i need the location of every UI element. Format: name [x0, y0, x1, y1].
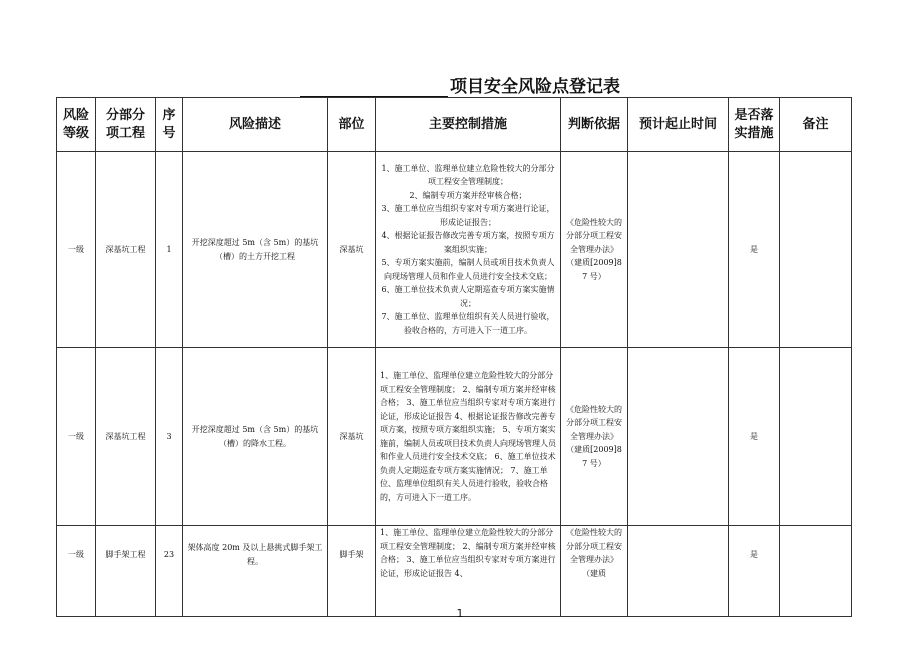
header-seq: 序 号 — [156, 98, 183, 152]
header-risk-level: 风险 等级 — [57, 98, 96, 152]
cell-implemented: 是 — [729, 152, 780, 348]
cell-remarks — [780, 152, 852, 348]
header-measures: 主要控制措施 — [376, 98, 561, 152]
table-header-row — [57, 98, 852, 152]
cell-implemented: 是 — [729, 526, 780, 617]
page-number: 1 — [456, 607, 464, 620]
measure-item: 7、施工单位、监理单位组织有关人员进行验收，验收合格的，方可进入下一道工序。 — [381, 312, 555, 335]
cell-location: 脚手架 — [328, 526, 376, 617]
cell-location: 深基坑 — [328, 152, 376, 348]
risk-register-table — [56, 97, 852, 617]
table-row — [57, 348, 852, 526]
measure-item: 5、专项方案实施前，编制人员或项目技术负责人向现场管理人员和作业人员进行安全技术交底； — [381, 258, 555, 281]
cell-period — [628, 152, 729, 348]
cell-basis: 《危险性较大的分部分项工程安全管理办法》（建质[2009]87 号） — [561, 348, 628, 526]
cell-level: 一级 — [57, 348, 96, 526]
cell-basis: 《危险性较大的分部分项工程安全管理办法》（建质 — [561, 526, 628, 617]
cell-subproject: 脚手架工程 — [96, 526, 156, 617]
cell-period — [628, 526, 729, 617]
table-row — [57, 152, 852, 348]
measure-item: 3、施工单位应当组织专家对专项方案进行论证，形成论证报告； — [381, 204, 555, 227]
measure-item: 6、施工单位技术负责人定期巡查专项方案实施情况； — [381, 285, 555, 308]
project-name-blank — [300, 76, 448, 97]
title-block — [0, 72, 920, 97]
header-remarks: 备注 — [780, 98, 852, 152]
cell-level: 一级 — [57, 152, 96, 348]
cell-remarks — [780, 526, 852, 617]
cell-location: 深基坑 — [328, 348, 376, 526]
cell-description: 架体高度 20m 及以上悬挑式脚手架工程。 — [183, 526, 328, 617]
table-row — [57, 526, 852, 617]
cell-subproject: 深基坑工程 — [96, 348, 156, 526]
cell-seq: 1 — [156, 152, 183, 348]
cell-description: 开挖深度超过 5m（含 5m）的基坑（槽）的土方开挖工程 — [183, 152, 328, 348]
cell-basis: 《危险性较大的分部分项工程安全管理办法》（建质[2009]87 号） — [561, 152, 628, 348]
cell-measures — [376, 152, 561, 348]
measure-item: 1、施工单位、监理单位建立危险性较大的分部分项工程安全管理制度； — [381, 163, 555, 187]
cell-subproject: 深基坑工程 — [96, 152, 156, 348]
measures-clip: 1、施工单位、监理单位建立危险性较大的分部分项工程安全管理制度； 2、编制专项方案并经审核合格； 3、施工单位应当组织专家对专项方案进行论证，形成论证报告 4、 — [380, 528, 556, 578]
cell-remarks — [780, 348, 852, 526]
measure-item: 2、编制专项方案并经审核合格； — [409, 190, 527, 200]
measure-item: 4、根据论证报告修改完善专项方案，按照专项方案组织实施； — [381, 231, 555, 254]
cell-measures — [376, 526, 561, 617]
page-title: 项目安全风险点登记表 — [450, 77, 620, 97]
header-description: 风险描述 — [183, 98, 328, 152]
header-subproject: 分部分 项工程 — [96, 98, 156, 152]
cell-seq: 23 — [156, 526, 183, 617]
header-location: 部位 — [328, 98, 376, 152]
header-basis: 判断依据 — [561, 98, 628, 152]
cell-measures: 1、施工单位、监理单位建立危险性较大的分部分项工程安全管理制度； 2、编制专项方案并经审核合格； 3、施工单位应当组织专家对专项方案进行论证，形成论证报告 4、根据论证报告修改完善专项方案，按照专项方案组织实施； 5、专项方案实施前，编制人员或项目技术负责人向现场管理人员和作业人员进行安全技术交底； 6、施工单位技术负责人定期巡查专项方案实施情况； 7、施工单位、监理单位组织有关人员进行验收，验收合格的，方可进入下一道工序。 — [376, 348, 561, 526]
cell-implemented: 是 — [729, 348, 780, 526]
cell-level: 一级 — [57, 526, 96, 617]
cell-period — [628, 348, 729, 526]
cell-seq: 3 — [156, 348, 183, 526]
header-implemented: 是否落 实措施 — [729, 98, 780, 152]
cell-description: 开挖深度超过 5m（含 5m）的基坑（槽）的降水工程。 — [183, 348, 328, 526]
header-period: 预计起止时间 — [628, 98, 729, 152]
